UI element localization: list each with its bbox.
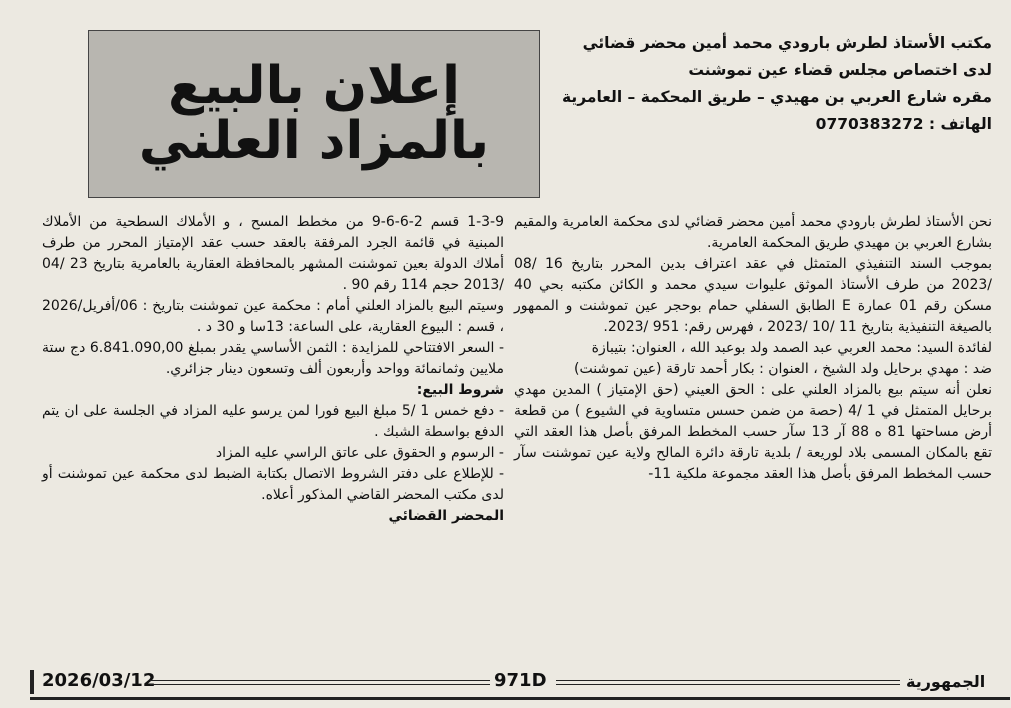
- ad-title-line2: بالمزاد العلني: [138, 111, 490, 171]
- right-column: [514, 212, 992, 485]
- conditions-title: شروط البيع:: [416, 382, 504, 398]
- paragraph-opening-price: - السعر الافتتاحي للمزايدة : الثمن الأساسي يقدر بمبلغ 6.841.090,00 دج ستة ملايين وثمانمائة وواحد وأربعون ألف وتسعون دينار جزائري.: [42, 340, 504, 377]
- paragraph-cadastre: 1-3-9 قسم 2-6-6-9 من مخطط المسح ، و الأملاك السطحية من الأملاك المبنية في قائمة الجرد المرفقة بالعقد حسب عقد الإمتياز المحرر من طرف أملاك الدولة بعين تموشنت المشهر بالمحافظة العقارية بالعامرية بتاريخ 23 /04 /2013 حجم 114 رقم 90 .: [42, 214, 505, 293]
- signature: المحضر القضائي: [388, 508, 504, 524]
- paragraph-announcement: نعلن أنه سيتم بيع بالمزاد العلني على : الحق العيني (حق الإمتياز ) المدين مهدي برحايل المتمثل في 1 /4 (حصة من ضمن حسس متساوية في الشيوع ) من قطعة أرض مساحتها 81 ه 88 آر 13 سآر حسب المخطط المرفق بأصل هذا العقد التي تقع بالمكان المسمى بلاد لوريعة / بلدية تارقة دائرة المالح ولاية عين تموشنت سآر حسب المخطط المرفق بأصل هذا العقد مجموعة ملكية 11-: [514, 382, 992, 482]
- paragraph-sale-date: وسيتم البيع بالمزاد العلني أمام : محكمة عين تموشنت بتاريخ : 06/أفريل/2026 ، قسم : البيوع العقارية، على الساعة: 13سا و 30 د .: [42, 298, 504, 335]
- footer-rule-right: [556, 680, 900, 685]
- footer-bottom-bar: [30, 697, 1010, 700]
- condition-fees: - الرسوم و الحقوق على عاتق الراسي عليه المزاد: [215, 445, 504, 461]
- paragraph-debtor: ضد : مهدي برحايل ولد الشيخ ، العنوان : بكار أحمد تارقة (عين تموشنت): [573, 361, 992, 377]
- footer-code: 971D: [494, 670, 547, 691]
- office-address: مقره شارع العربي بن مهيدي – طريق المحكمة – العامرية: [562, 88, 992, 106]
- office-header: [552, 30, 992, 138]
- footer-rule-left: [150, 680, 490, 685]
- ad-title-line1: إعلان بالبيع: [168, 56, 460, 117]
- footer-date: 2026/03/12: [42, 670, 156, 691]
- office-jurisdiction: لدى اختصاص مجلس قضاء عين تموشنت: [688, 61, 992, 79]
- paragraph-title-deed: بموجب السند التنفيذي المتمثل في عقد اعتراف بدين المحرر بتاريخ 16 /08 /2023 من طرف الأستاذ الموثق عليوات سيدي محمد و الكائن مكتبه بحي 40 مسكن رقم 01 عمارة E الطابق السفلي حمام بوحجر عين تموشنت و الممهور بالصيغة التنفيذية بتاريخ 11 /10 /2023 ، فهرس رقم: 951 /2023.: [514, 256, 992, 335]
- condition-consult: - للإطلاع على دفتر الشروط الاتصال بكتابة الضبط لدى محكمة عين تموشنت أو لدى مكتب المحضر القاضي المذكور أعلاه.: [42, 466, 504, 503]
- footer-left-bar: [30, 670, 34, 694]
- office-name: مكتب الأستاذ لطرش بارودي محمد أمين محضر قضائي: [582, 34, 992, 52]
- left-column: [42, 212, 504, 527]
- ad-title-box: [88, 30, 540, 198]
- paragraph-beneficiary: لفائدة السيد: محمد العربي عبد الصمد ولد بوعبد الله ، العنوان: بتيبازة: [591, 340, 992, 356]
- paragraph-intro: نحن الأستاذ لطرش بارودي محمد أمين محضر قضائي لدى محكمة العامرية والمقيم بشارع العربي بن مهيدي طريق المحكمة العامرية.: [514, 214, 992, 251]
- office-phone: الهاتف : 0770383272: [815, 115, 992, 133]
- condition-payment: - دفع خمس 1 /5 مبلغ البيع فورا لمن يرسو عليه المزاد في الجلسة على ان يتم الدفع بواسطة الشبك .: [42, 403, 504, 440]
- footer-brand: الجمهورية: [906, 672, 986, 691]
